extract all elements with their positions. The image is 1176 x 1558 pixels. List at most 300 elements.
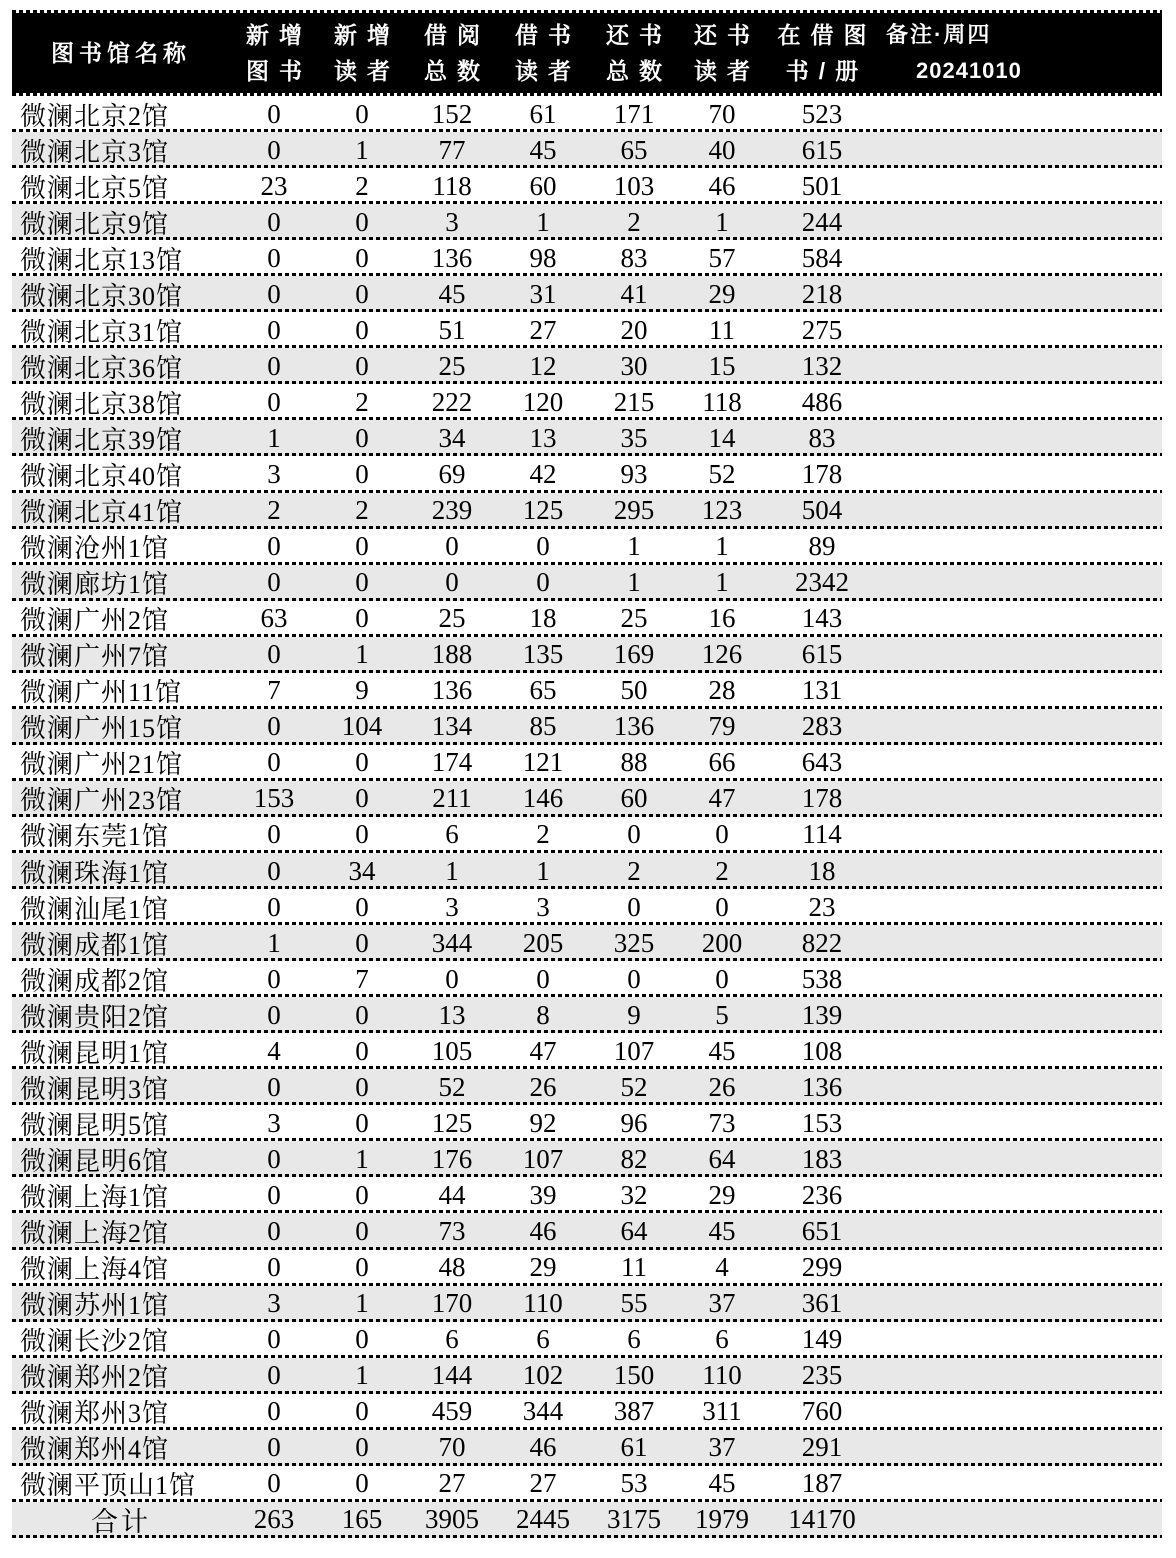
- table-header: [12, 13, 1162, 93]
- library-name-cell: 微澜广州7馆: [20, 642, 170, 672]
- table-row: [12, 709, 1162, 745]
- value-cell: 9: [355, 675, 369, 706]
- value-cell: 1: [355, 639, 369, 670]
- value-cell: 0: [267, 242, 281, 273]
- value-cell: 0: [445, 963, 459, 994]
- value-cell: 123: [701, 495, 743, 526]
- value-cell: 283: [801, 711, 843, 742]
- value-cell: 0: [355, 1035, 369, 1066]
- value-cell: 2: [355, 170, 369, 201]
- table-row: [12, 456, 1162, 492]
- table-row: [12, 817, 1162, 853]
- header-line: 在借图: [777, 22, 877, 48]
- value-cell: 136: [431, 675, 473, 706]
- value-cell: 6: [445, 1324, 459, 1355]
- value-cell: 136: [431, 242, 473, 273]
- value-cell: 41: [620, 278, 648, 309]
- library-name-cell: 微澜成都2馆: [20, 966, 170, 996]
- value-cell: 0: [536, 963, 550, 994]
- value-cell: 0: [445, 567, 459, 598]
- value-cell: 83: [620, 242, 648, 273]
- table-row: [12, 673, 1162, 709]
- value-cell: 0: [267, 1179, 281, 1210]
- table-row: [12, 529, 1162, 565]
- value-cell: 236: [801, 1179, 843, 1210]
- value-cell: 0: [267, 531, 281, 562]
- value-cell: 0: [267, 314, 281, 345]
- library-name-cell: 微澜北京5馆: [20, 173, 170, 203]
- value-cell: 26: [708, 1071, 736, 1102]
- value-cell: 85: [529, 711, 557, 742]
- value-cell: 0: [355, 1252, 369, 1283]
- header-line: 图书: [246, 58, 312, 84]
- library-name-cell: 微澜廊坊1馆: [20, 570, 170, 600]
- table-row: [12, 493, 1162, 529]
- value-cell: 88: [620, 747, 648, 778]
- value-cell: 28: [708, 675, 736, 706]
- value-cell: 46: [529, 1215, 557, 1246]
- value-cell: 29: [529, 1252, 557, 1283]
- table-row: [12, 601, 1162, 637]
- table-row: [12, 96, 1162, 132]
- library-name-cell: 微澜广州15馆: [20, 714, 184, 744]
- library-name-cell: 微澜昆明3馆: [20, 1074, 170, 1104]
- value-cell: 0: [355, 927, 369, 958]
- value-cell: 12: [529, 350, 557, 381]
- value-cell: 107: [522, 1143, 564, 1174]
- value-cell: 61: [620, 1432, 648, 1463]
- value-cell: 60: [529, 170, 557, 201]
- value-cell: 29: [708, 1179, 736, 1210]
- value-cell: 93: [620, 458, 648, 489]
- value-cell: 98: [529, 242, 557, 273]
- library-name-cell: 微澜郑州2馆: [20, 1363, 170, 1393]
- value-cell: 0: [267, 1215, 281, 1246]
- value-cell: 118: [432, 170, 472, 201]
- value-cell: 40: [708, 134, 736, 165]
- value-cell: 1: [267, 927, 281, 958]
- value-cell: 0: [267, 855, 281, 886]
- header-line: 书/册: [785, 58, 869, 84]
- value-cell: 218: [801, 278, 843, 309]
- table-row: [12, 1033, 1162, 1069]
- value-cell: 0: [355, 891, 369, 922]
- value-cell: 45: [708, 1215, 736, 1246]
- value-cell: 8: [536, 999, 550, 1030]
- value-cell: 55: [620, 1288, 648, 1319]
- value-cell: 131: [801, 675, 843, 706]
- total-value-cell: 263: [253, 1504, 295, 1535]
- value-cell: 11: [621, 1252, 647, 1283]
- value-cell: 108: [801, 1035, 843, 1066]
- value-cell: 0: [355, 314, 369, 345]
- value-cell: 18: [808, 855, 836, 886]
- library-name-cell: 微澜北京38馆: [20, 389, 184, 419]
- library-name-cell: 微澜郑州4馆: [20, 1435, 170, 1465]
- value-cell: 0: [355, 1432, 369, 1463]
- value-cell: 51: [438, 314, 466, 345]
- value-cell: 20: [620, 314, 648, 345]
- value-cell: 45: [708, 1468, 736, 1499]
- value-cell: 63: [260, 603, 288, 634]
- value-cell: 64: [708, 1143, 736, 1174]
- value-cell: 0: [267, 747, 281, 778]
- library-name-cell: 微澜沧州1馆: [20, 534, 170, 564]
- value-cell: 1: [715, 567, 729, 598]
- value-cell: 299: [801, 1252, 843, 1283]
- value-cell: 760: [801, 1396, 843, 1427]
- value-cell: 0: [267, 1396, 281, 1427]
- value-cell: 0: [627, 819, 641, 850]
- value-cell: 0: [267, 134, 281, 165]
- library-name-cell: 微澜郑州3馆: [20, 1399, 170, 1429]
- value-cell: 651: [801, 1215, 843, 1246]
- value-cell: 11: [709, 314, 735, 345]
- value-cell: 2: [267, 495, 281, 526]
- value-cell: 1: [627, 531, 641, 562]
- table-row: [12, 348, 1162, 384]
- header-library-name: 图书馆名称: [51, 40, 191, 66]
- table-row: [12, 997, 1162, 1033]
- value-cell: 102: [522, 1360, 564, 1391]
- table-row: [12, 889, 1162, 925]
- value-cell: 150: [613, 1360, 655, 1391]
- value-cell: 615: [801, 639, 843, 670]
- value-cell: 615: [801, 134, 843, 165]
- header-line: 读者: [515, 58, 581, 84]
- value-cell: 37: [708, 1432, 736, 1463]
- value-cell: 6: [715, 1324, 729, 1355]
- library-name-cell: 微澜广州23馆: [20, 786, 184, 816]
- table-row: [12, 1466, 1162, 1502]
- value-cell: 126: [701, 639, 743, 670]
- value-cell: 25: [438, 350, 466, 381]
- value-cell: 144: [431, 1360, 473, 1391]
- value-cell: 222: [431, 386, 473, 417]
- library-name-cell: 微澜昆明1馆: [20, 1038, 170, 1068]
- value-cell: 153: [801, 1107, 843, 1138]
- value-cell: 0: [355, 458, 369, 489]
- value-cell: 143: [801, 603, 843, 634]
- library-name-cell: 微澜昆明5馆: [20, 1110, 170, 1140]
- value-cell: 0: [267, 386, 281, 417]
- value-cell: 44: [438, 1179, 466, 1210]
- value-cell: 344: [431, 927, 473, 958]
- table-row: [12, 1105, 1162, 1141]
- library-name-cell: 微澜东莞1馆: [20, 822, 170, 852]
- value-cell: 3: [536, 891, 550, 922]
- header-borrow-total: [406, 17, 498, 89]
- value-cell: 45: [708, 1035, 736, 1066]
- value-cell: 0: [355, 1324, 369, 1355]
- table-row: [12, 276, 1162, 312]
- total-label-cell: 合计: [91, 1507, 151, 1538]
- value-cell: 0: [267, 639, 281, 670]
- value-cell: 2: [355, 495, 369, 526]
- value-cell: 27: [438, 1468, 466, 1499]
- value-cell: 52: [438, 1071, 466, 1102]
- value-cell: 70: [708, 98, 736, 129]
- table-row: [12, 384, 1162, 420]
- total-row: [12, 1502, 1162, 1538]
- value-cell: 25: [438, 603, 466, 634]
- value-cell: 152: [431, 98, 473, 129]
- value-cell: 125: [522, 495, 564, 526]
- value-cell: 107: [613, 1035, 655, 1066]
- value-cell: 7: [267, 675, 281, 706]
- value-cell: 0: [355, 278, 369, 309]
- value-cell: 103: [613, 170, 655, 201]
- value-cell: 1: [715, 206, 729, 237]
- table-row: [12, 745, 1162, 781]
- value-cell: 125: [431, 1107, 473, 1138]
- value-cell: 139: [801, 999, 843, 1030]
- value-cell: 39: [529, 1179, 557, 1210]
- header-line: 总数: [424, 58, 490, 84]
- value-cell: 235: [801, 1360, 843, 1391]
- table-row: [12, 1069, 1162, 1105]
- table-row: [12, 1177, 1162, 1213]
- value-cell: 187: [801, 1468, 843, 1499]
- value-cell: 83: [808, 422, 836, 453]
- value-cell: 110: [702, 1360, 742, 1391]
- value-cell: 0: [355, 783, 369, 814]
- library-name-cell: 微澜苏州1馆: [20, 1291, 170, 1321]
- value-cell: 0: [355, 206, 369, 237]
- value-cell: 0: [267, 819, 281, 850]
- value-cell: 135: [522, 639, 564, 670]
- value-cell: 65: [620, 134, 648, 165]
- header-on-loan: [764, 17, 880, 89]
- value-cell: 170: [431, 1288, 473, 1319]
- value-cell: 0: [267, 999, 281, 1030]
- value-cell: 3: [445, 891, 459, 922]
- table-row: [12, 565, 1162, 601]
- value-cell: 178: [801, 783, 843, 814]
- value-cell: 2: [627, 855, 641, 886]
- table-row: [12, 312, 1162, 348]
- header-line: 还书: [606, 22, 672, 48]
- value-cell: 118: [702, 386, 742, 417]
- table-row: [12, 853, 1162, 889]
- value-cell: 89: [808, 531, 836, 562]
- value-cell: 27: [529, 314, 557, 345]
- value-cell: 0: [355, 819, 369, 850]
- value-cell: 23: [808, 891, 836, 922]
- value-cell: 2: [627, 206, 641, 237]
- table-row: [12, 637, 1162, 673]
- header-line: 总数: [606, 58, 672, 84]
- table-row: [12, 1322, 1162, 1358]
- library-name-cell: 微澜广州11馆: [20, 678, 183, 708]
- value-cell: 0: [627, 963, 641, 994]
- value-cell: 3: [267, 1288, 281, 1319]
- value-cell: 6: [445, 819, 459, 850]
- value-cell: 35: [620, 422, 648, 453]
- library-name-cell: 微澜汕尾1馆: [20, 894, 170, 924]
- value-cell: 0: [355, 567, 369, 598]
- value-cell: 2: [715, 855, 729, 886]
- value-cell: 174: [431, 747, 473, 778]
- value-cell: 134: [431, 711, 473, 742]
- value-cell: 0: [355, 1071, 369, 1102]
- table-row: [12, 781, 1162, 817]
- value-cell: 178: [801, 458, 843, 489]
- total-value-cell: 1979: [695, 1504, 749, 1535]
- value-cell: 34: [348, 855, 376, 886]
- value-cell: 0: [355, 1468, 369, 1499]
- value-cell: 0: [355, 603, 369, 634]
- value-cell: 176: [431, 1143, 473, 1174]
- value-cell: 523: [801, 98, 843, 129]
- value-cell: 0: [355, 98, 369, 129]
- table-row: [12, 420, 1162, 456]
- value-cell: 0: [355, 422, 369, 453]
- library-name-cell: 微澜北京13馆: [20, 245, 184, 275]
- table-row: [12, 961, 1162, 997]
- value-cell: 73: [438, 1215, 466, 1246]
- value-cell: 47: [529, 1035, 557, 1066]
- table-row: [12, 1394, 1162, 1430]
- value-cell: 149: [801, 1324, 843, 1355]
- value-cell: 1: [627, 567, 641, 598]
- value-cell: 1: [715, 531, 729, 562]
- value-cell: 23: [260, 170, 288, 201]
- value-cell: 0: [267, 1468, 281, 1499]
- value-cell: 4: [715, 1252, 729, 1283]
- value-cell: 2: [355, 386, 369, 417]
- library-name-cell: 微澜北京3馆: [20, 137, 170, 167]
- value-cell: 46: [708, 170, 736, 201]
- value-cell: 0: [267, 1143, 281, 1174]
- value-cell: 48: [438, 1252, 466, 1283]
- value-cell: 0: [355, 242, 369, 273]
- value-cell: 822: [801, 927, 843, 958]
- value-cell: 18: [529, 603, 557, 634]
- value-cell: 295: [613, 495, 655, 526]
- value-cell: 291: [801, 1432, 843, 1463]
- value-cell: 361: [801, 1288, 843, 1319]
- total-value-cell: 14170: [788, 1504, 856, 1535]
- value-cell: 82: [620, 1143, 648, 1174]
- value-cell: 3: [267, 1107, 281, 1138]
- value-cell: 57: [708, 242, 736, 273]
- header-new-books: [230, 17, 318, 89]
- value-cell: 0: [267, 98, 281, 129]
- value-cell: 0: [267, 1252, 281, 1283]
- value-cell: 0: [267, 963, 281, 994]
- total-value-cell: 3905: [425, 1504, 479, 1535]
- value-cell: 136: [613, 711, 655, 742]
- value-cell: 16: [708, 603, 736, 634]
- value-cell: 79: [708, 711, 736, 742]
- header-date: 20241010: [916, 58, 1022, 83]
- value-cell: 2: [536, 819, 550, 850]
- header-return-readers: [680, 17, 764, 89]
- value-cell: 501: [801, 170, 843, 201]
- value-cell: 136: [801, 1071, 843, 1102]
- value-cell: 0: [715, 963, 729, 994]
- value-cell: 1: [267, 422, 281, 453]
- library-name-cell: 微澜上海1馆: [20, 1182, 170, 1212]
- value-cell: 7: [355, 963, 369, 994]
- value-cell: 30: [620, 350, 648, 381]
- header-line: 新增: [246, 22, 312, 48]
- value-cell: 64: [620, 1215, 648, 1246]
- value-cell: 45: [529, 134, 557, 165]
- value-cell: 13: [529, 422, 557, 453]
- header-remark-label: 备注·周四: [886, 22, 992, 47]
- library-name-cell: 微澜北京30馆: [20, 281, 184, 311]
- table-row: [12, 240, 1162, 276]
- total-value-cell: 165: [341, 1504, 383, 1535]
- value-cell: 0: [536, 531, 550, 562]
- value-cell: 0: [355, 1107, 369, 1138]
- header-line: 读者: [694, 58, 760, 84]
- table-row: [12, 204, 1162, 240]
- value-cell: 45: [438, 278, 466, 309]
- library-name-cell: 微澜北京36馆: [20, 353, 184, 383]
- library-name-cell: 微澜长沙2馆: [20, 1327, 170, 1357]
- value-cell: 105: [431, 1035, 473, 1066]
- header-return-total: [588, 17, 680, 89]
- value-cell: 1: [355, 134, 369, 165]
- table-row: [12, 1250, 1162, 1286]
- table-row: [12, 1286, 1162, 1322]
- header-borrow-readers: [498, 17, 588, 89]
- value-cell: 52: [708, 458, 736, 489]
- value-cell: 0: [267, 1071, 281, 1102]
- value-cell: 205: [522, 927, 564, 958]
- value-cell: 486: [801, 386, 843, 417]
- library-name-cell: 微澜昆明6馆: [20, 1146, 170, 1176]
- value-cell: 46: [529, 1432, 557, 1463]
- library-name-cell: 微澜上海2馆: [20, 1218, 170, 1248]
- value-cell: 0: [715, 819, 729, 850]
- value-cell: 9: [627, 999, 641, 1030]
- value-cell: 0: [355, 1179, 369, 1210]
- library-name-cell: 微澜北京40馆: [20, 462, 184, 491]
- value-cell: 153: [253, 783, 295, 814]
- value-cell: 387: [613, 1396, 655, 1427]
- value-cell: 26: [529, 1071, 557, 1102]
- value-cell: 0: [627, 891, 641, 922]
- value-cell: 25: [620, 603, 648, 634]
- value-cell: 0: [355, 747, 369, 778]
- value-cell: 0: [267, 711, 281, 742]
- table-row: [12, 168, 1162, 204]
- value-cell: 0: [267, 1324, 281, 1355]
- value-cell: 52: [620, 1071, 648, 1102]
- value-cell: 584: [801, 242, 843, 273]
- table-row: [12, 132, 1162, 168]
- value-cell: 1: [355, 1360, 369, 1391]
- table-row: [12, 1141, 1162, 1177]
- value-cell: 47: [708, 783, 736, 814]
- value-cell: 244: [801, 206, 843, 237]
- value-cell: 132: [801, 350, 843, 381]
- value-cell: 0: [355, 1215, 369, 1246]
- header-line: 读者: [334, 58, 400, 84]
- value-cell: 77: [438, 134, 466, 165]
- table-row: [12, 1358, 1162, 1394]
- table-body: [12, 96, 1162, 1538]
- library-name-cell: 微澜北京41馆: [20, 498, 184, 528]
- value-cell: 1: [445, 855, 459, 886]
- value-cell: 32: [620, 1179, 648, 1210]
- header-new-readers: [318, 17, 406, 89]
- value-cell: 96: [620, 1107, 648, 1138]
